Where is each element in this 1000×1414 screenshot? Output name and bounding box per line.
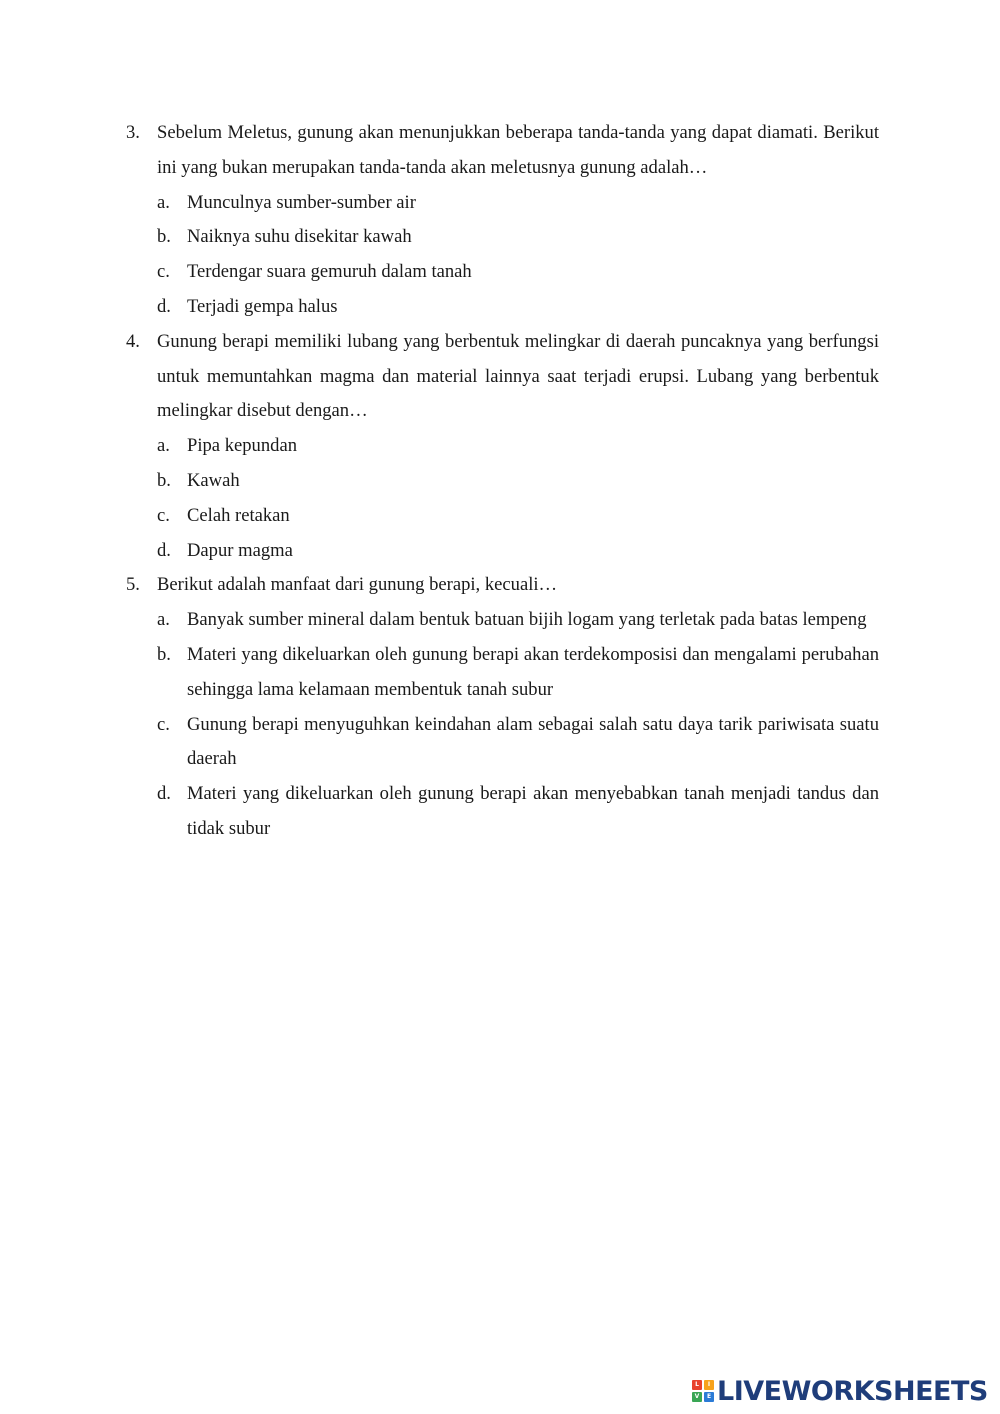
option-4b[interactable]	[157, 464, 879, 499]
logo-mark-icon	[692, 1380, 714, 1402]
question-number: 5.	[126, 574, 140, 596]
option-text: Banyak sumber mineral dalam bentuk batuan bijih logam yang terletak pada batas lempeng	[187, 609, 867, 631]
liveworksheets-logo[interactable]	[692, 1374, 988, 1408]
option-letter: b.	[157, 643, 171, 665]
logo-mark-cell: L	[692, 1380, 702, 1390]
question-5	[126, 568, 879, 846]
option-letter: a.	[157, 609, 170, 631]
option-letter: b.	[157, 469, 171, 491]
option-letter: b.	[157, 226, 171, 248]
option-3d[interactable]	[157, 290, 879, 325]
question-list	[126, 116, 879, 847]
option-text: Gunung berapi menyuguhkan keindahan alam sebagai salah satu daya tarik pariwisata suatu daerah	[187, 713, 879, 770]
option-5c[interactable]	[157, 708, 879, 778]
option-text: Kawah	[187, 469, 240, 491]
option-3b[interactable]	[157, 220, 879, 255]
option-5b[interactable]	[157, 638, 879, 708]
option-list	[157, 603, 879, 847]
option-4a[interactable]	[157, 429, 879, 464]
logo-mark-cell: E	[704, 1392, 714, 1402]
option-text: Dapur magma	[187, 539, 293, 561]
option-list	[157, 186, 879, 325]
logo-text: LIVEWORKSHEETS	[717, 1375, 988, 1407]
option-text: Munculnya sumber-sumber air	[187, 191, 416, 213]
option-letter: d.	[157, 783, 171, 805]
option-text: Terjadi gempa halus	[187, 295, 338, 317]
option-letter: c.	[157, 261, 170, 283]
option-text: Celah retakan	[187, 504, 290, 526]
option-letter: c.	[157, 504, 170, 526]
option-text: Pipa kepundan	[187, 435, 297, 457]
option-letter: a.	[157, 435, 170, 457]
option-letter: c.	[157, 713, 170, 735]
option-text: Materi yang dikeluarkan oleh gunung berapi akan terdekomposisi dan mengalami perubahan sehingga lama kelamaan membentuk tanah subur	[187, 643, 879, 700]
option-text: Terdengar suara gemuruh dalam tanah	[187, 261, 472, 283]
option-5a[interactable]	[157, 603, 879, 638]
option-list	[157, 429, 879, 568]
option-4c[interactable]	[157, 499, 879, 534]
option-4d[interactable]	[157, 534, 879, 569]
option-3c[interactable]	[157, 255, 879, 290]
option-3a[interactable]	[157, 186, 879, 221]
option-letter: a.	[157, 191, 170, 213]
question-4	[126, 325, 879, 569]
option-letter: d.	[157, 539, 171, 561]
option-text: Naiknya suhu disekitar kawah	[187, 226, 412, 248]
question-text: Sebelum Meletus, gunung akan menunjukkan beberapa tanda-tanda yang dapat diamati. Berikut ini yang bukan merupakan tanda-tanda akan meletusnya gunung adalah…	[157, 122, 879, 178]
option-5d[interactable]	[157, 777, 879, 847]
question-number: 3.	[126, 122, 140, 143]
question-text: Gunung berapi memiliki lubang yang berbentuk melingkar di daerah puncaknya yang berfungsi untuk memuntahkan magma dan material lainnya saat terjadi erupsi. Lubang yang berbentuk melingkar disebut dengan…	[157, 330, 879, 422]
question-text: Berikut adalah manfaat dari gunung berapi, kecuali…	[157, 574, 558, 596]
question-3	[126, 116, 879, 325]
logo-mark-cell: I	[704, 1380, 714, 1390]
option-text: Materi yang dikeluarkan oleh gunung berapi akan menyebabkan tanah menjadi tandus dan tidak subur	[187, 783, 879, 839]
option-letter: d.	[157, 295, 171, 317]
logo-mark-cell: V	[692, 1392, 702, 1402]
question-number: 4.	[126, 330, 140, 352]
